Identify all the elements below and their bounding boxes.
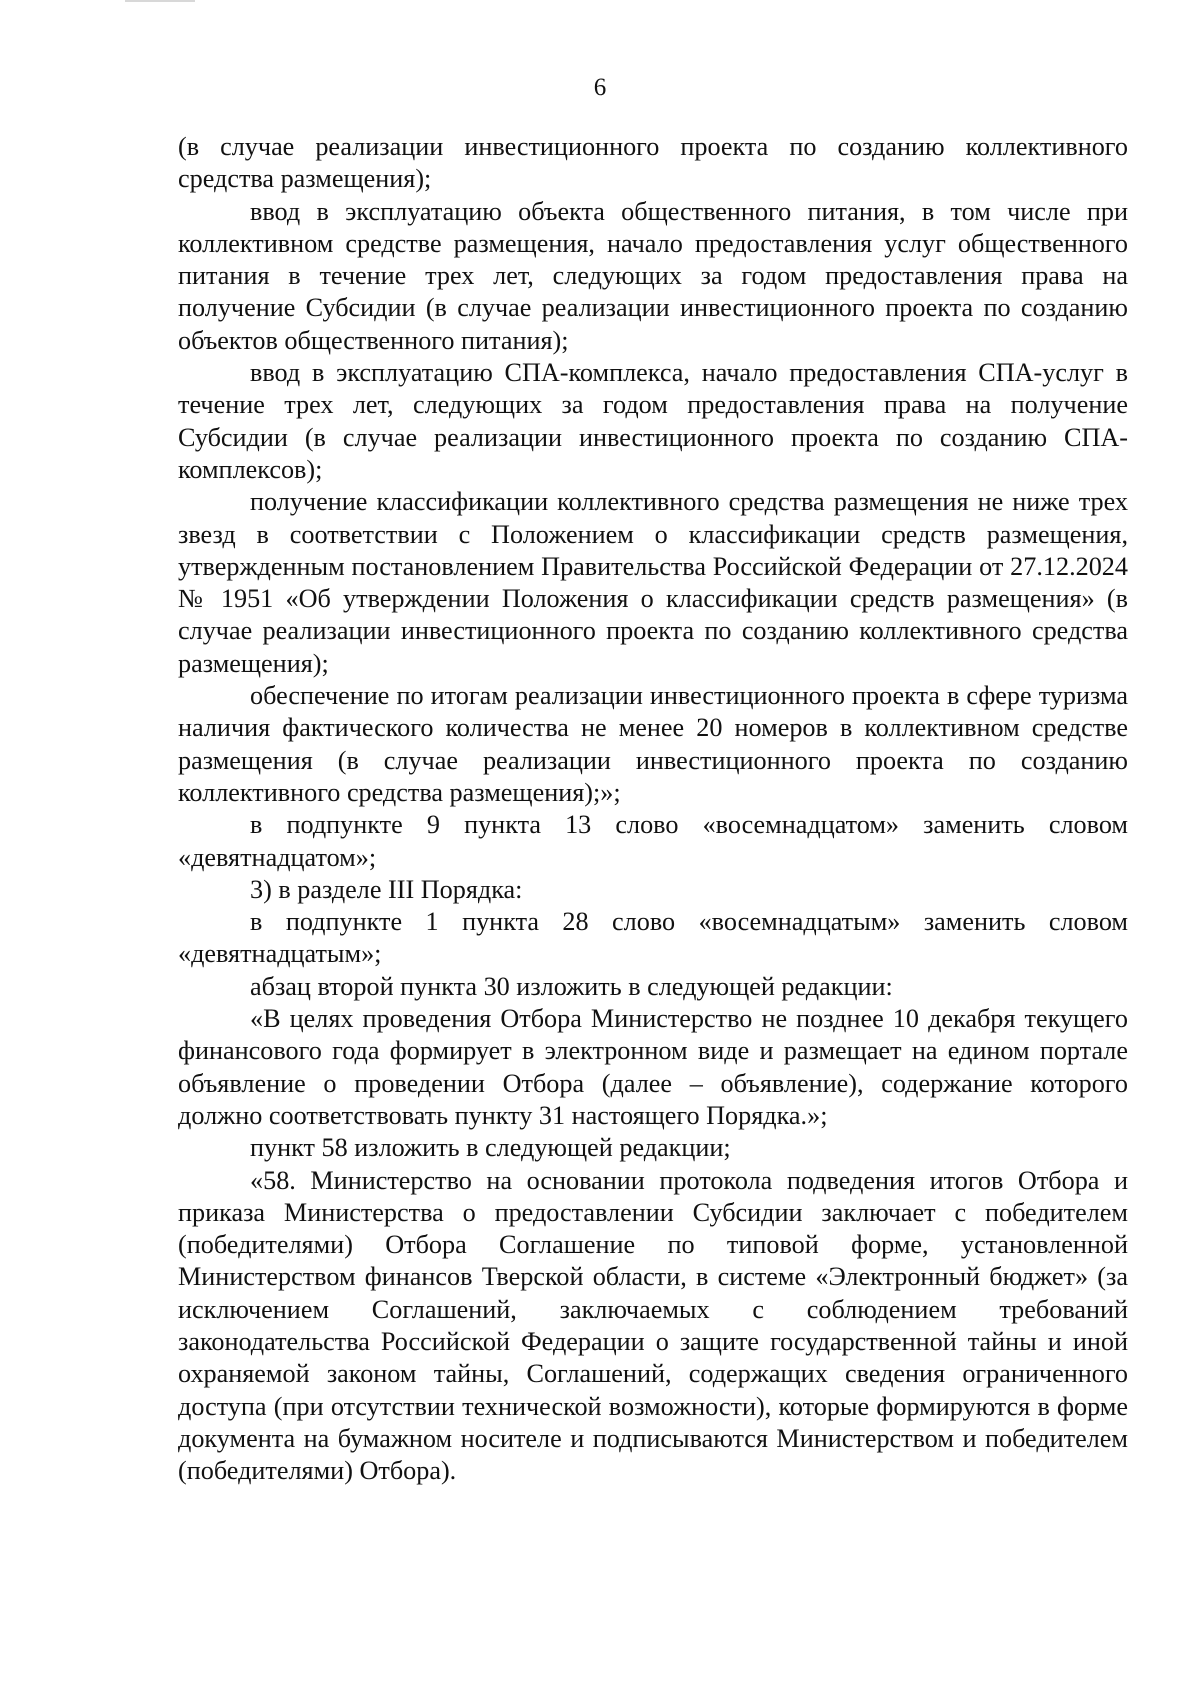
paragraph-point-58-intro: пункт 58 изложить в следующей редакции; (250, 1133, 731, 1163)
paragraph-classification: получение классификации коллективного средства размещения не ниже трех звезд в соответствии с Положением о классификации средств размещения, утвержденным постановлением Правительства Российской Федерации от 27.12.2024 № 1951 «Об утверждении Положения о классификации средств размещения» (в случае реализации инвестиционного проекта по созданию коллективного средства размещения); (178, 487, 1128, 678)
paragraph-catering-facility: ввод в эксплуатацию объекта общественного питания, в том числе при коллективном средстве размещения, начало предоставления услуг общественного питания в течение трех лет, следующих за годом предоставления права на получение Субсидии (в случае реализации инвестиционного проекта по созданию объектов общественного питания); (178, 196, 1128, 355)
paragraph-continuation: (в случае реализации инвестиционного проекта по созданию коллективного средства размещения); (178, 132, 1128, 194)
paragraph-subpoint-1: в подпункте 1 пункта 28 слово «восемнадцатым» заменить словом «девятнадцатым»; (178, 907, 1128, 969)
paragraph-point-30-text: «В целях проведения Отбора Министерство не позднее 10 декабря текущего финансового года формирует в электронном виде и размещает на едином портале объявление о проведении Отбора (далее – объявление), содержание которого должно соответствовать пункту 31 настоящего Порядка.»; (178, 1004, 1128, 1130)
paragraph-section-iii: 3) в разделе III Порядка: (250, 874, 523, 904)
paragraph-point-58-text: «58. Министерство на основании протокола подведения итогов Отбора и приказа Министерства о предоставлении Субсидии заключает с победителем (победителями) Отбора Соглашение по типовой форме, установленной Министерством финансов Тверской области, в системе «Электронный бюджет» (за исключением Соглашений, заключаемых с соблюдением требований законодательства Российской Федерации о защите государственной тайны и иной охраняемой законом тайны, Соглашений, содержащих сведения ограниченного доступа (при отсутствии технической возможности), которые формируются в форме документа на бумажном носителе и подписываются Министерством и победителем (победителями) Отбора). (178, 1165, 1128, 1486)
paragraph-rooms-count: обеспечение по итогам реализации инвестиционного проекта в сфере туризма наличия фактического количества не менее 20 номеров в коллективном средстве размещения (в случае реализации инвестиционного проекта по созданию коллективного средства размещения);»; (178, 681, 1128, 807)
scan-edge-mark (125, 0, 195, 2)
paragraph-subpoint-9: в подпункте 9 пункта 13 слово «восемнадцатом» заменить словом «девятнадцатом»; (178, 810, 1128, 872)
paragraph-spa-complex: ввод в эксплуатацию СПА-комплекса, начало предоставления СПА-услуг в течение трех лет, следующих за годом предоставления права на получение Субсидии (в случае реализации инвестиционного проекта по созданию СПА-комплексов); (178, 358, 1128, 484)
paragraph-point-30-intro: абзац второй пункта 30 изложить в следующей редакции: (250, 971, 893, 1001)
document-body (178, 131, 1128, 1487)
page-number: 6 (593, 74, 607, 101)
